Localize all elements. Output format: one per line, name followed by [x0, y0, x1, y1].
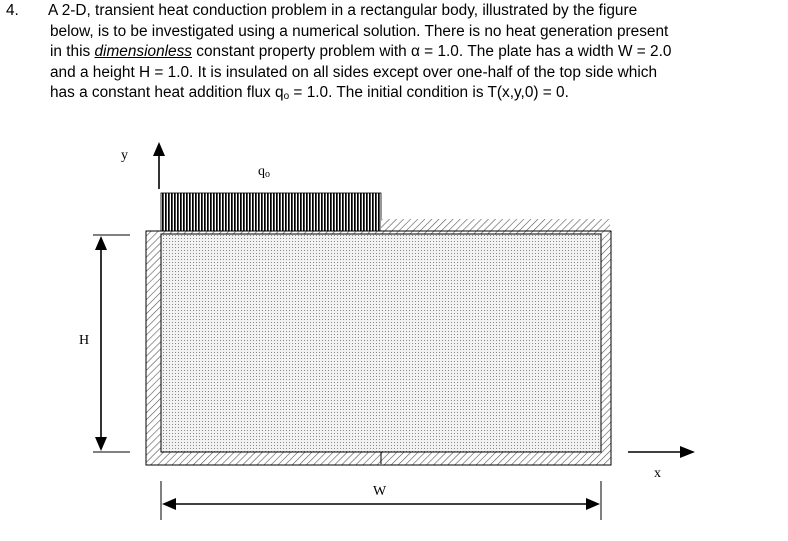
width-label: W	[373, 484, 387, 499]
heat-flux-band	[161, 193, 381, 231]
top-insulation-strip	[381, 219, 610, 232]
x-axis-label: x	[654, 466, 661, 481]
height-label: H	[79, 333, 90, 348]
flux-sub: o	[265, 169, 270, 180]
flux-label	[258, 164, 270, 180]
y-axis-arrow	[153, 142, 165, 189]
problem-line-2: below, is to be investigated using a numerical solution. There is no heat generation present	[50, 22, 669, 40]
problem-line-1: A 2-D, transient heat conduction problem in a rectangular body, illustrated by the figure	[48, 2, 638, 19]
line3-pre: in this	[50, 43, 95, 61]
dimensionless-emphasis: dimensionless	[94, 43, 193, 61]
line5-pre: has a constant heat addition flux q	[50, 84, 284, 102]
problem-number: 4.	[6, 2, 19, 19]
y-axis-label: y	[121, 148, 128, 163]
line5-sub: o	[283, 91, 290, 103]
plate-body	[161, 234, 601, 452]
x-axis-arrow	[628, 446, 695, 458]
height-dimension	[93, 235, 130, 452]
line5-post: = 1.0. The initial condition is T(x,y,0) = 0.	[289, 84, 569, 102]
flux-q: q	[258, 164, 265, 179]
line3-post: constant property problem with α = 1.0. The plate has a width W = 2.0	[192, 43, 672, 61]
problem-line-4: and a height H = 1.0. It is insulated on all sides except over one-half of the top side which	[50, 63, 658, 81]
